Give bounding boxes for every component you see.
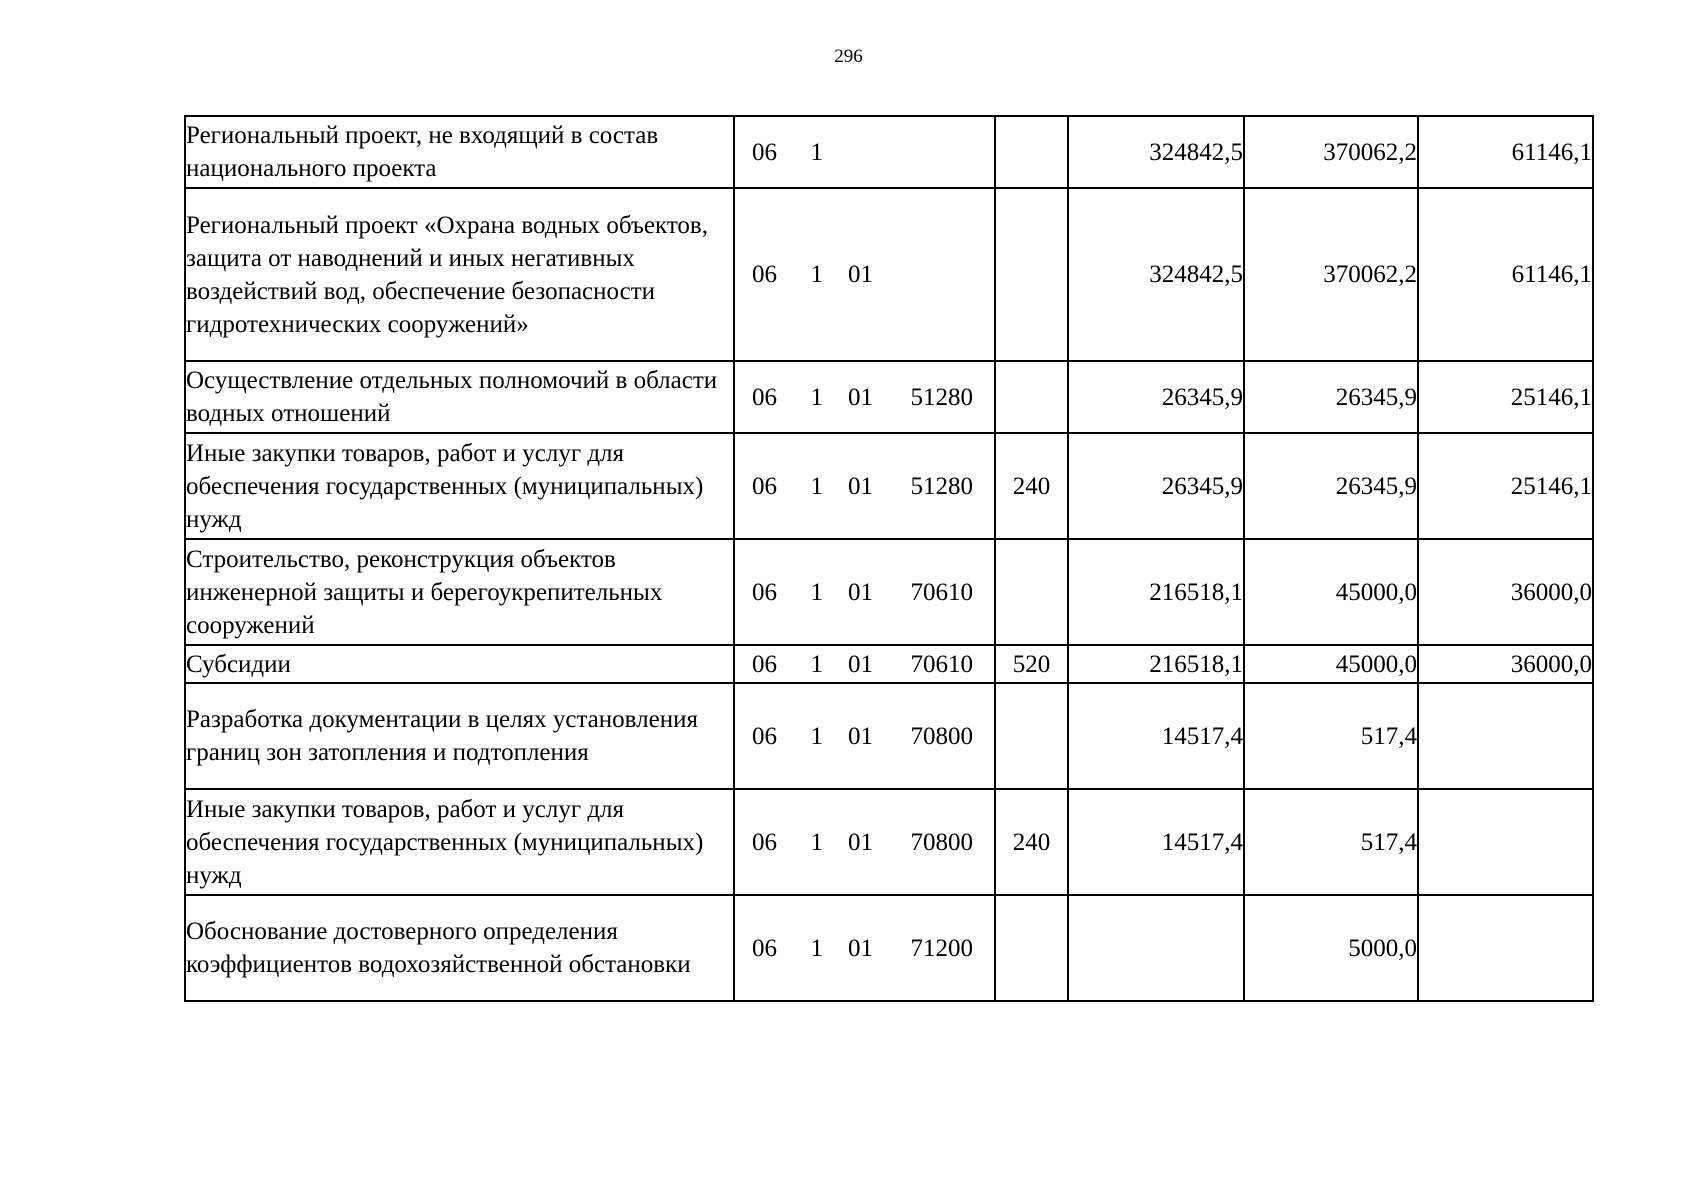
row-name: Строительство, реконструкция объектов инженерной защиты и берегоукрепительных сооружений — [185, 539, 734, 645]
amount-2: 370062,2 — [1244, 188, 1418, 361]
budget-table — [184, 115, 1594, 1002]
program-code — [734, 539, 995, 645]
code-part: 06 — [752, 934, 777, 962]
row-name: Осуществление отдельных полномочий в области водных отношений — [185, 361, 734, 433]
code-part: 06 — [752, 472, 777, 500]
amount-2: 517,4 — [1244, 789, 1418, 895]
code-part: 1 — [810, 722, 823, 750]
amount-3: 36000,0 — [1418, 645, 1593, 683]
table-row — [185, 895, 1593, 1001]
program-code — [734, 188, 995, 361]
row-name: Субсидии — [185, 645, 734, 683]
code-part: 06 — [752, 828, 777, 856]
amount-3 — [1418, 895, 1593, 1001]
amount-2: 45000,0 — [1244, 539, 1418, 645]
amount-1: 324842,5 — [1068, 188, 1244, 361]
table-row — [185, 539, 1593, 645]
amount-3 — [1418, 683, 1593, 789]
amount-2: 517,4 — [1244, 683, 1418, 789]
expense-type — [995, 361, 1068, 433]
code-part: 51280 — [910, 472, 973, 500]
row-name: Иные закупки товаров, работ и услуг для обеспечения государственных (муниципальных) нужд — [185, 433, 734, 539]
expense-type — [995, 116, 1068, 188]
expense-type: 520 — [995, 645, 1068, 683]
expense-type — [995, 539, 1068, 645]
row-name: Региональный проект, не входящий в состав национального проекта — [185, 116, 734, 188]
code-part: 06 — [752, 261, 777, 288]
program-code — [734, 116, 995, 188]
amount-1: 324842,5 — [1068, 116, 1244, 188]
table-row — [185, 188, 1593, 361]
program-code — [734, 361, 995, 433]
amount-1: 26345,9 — [1068, 433, 1244, 539]
code-part: 06 — [752, 138, 777, 166]
code-part: 1 — [810, 261, 823, 288]
page-number: 296 — [834, 46, 863, 67]
expense-type: 240 — [995, 789, 1068, 895]
code-part: 01 — [848, 650, 873, 678]
code-part: 70610 — [910, 650, 973, 678]
expense-type — [995, 683, 1068, 789]
amount-1: 26345,9 — [1068, 361, 1244, 433]
program-code — [734, 433, 995, 539]
amount-1: 216518,1 — [1068, 539, 1244, 645]
code-part: 01 — [848, 934, 873, 962]
amount-3: 25146,1 — [1418, 433, 1593, 539]
code-part: 1 — [810, 472, 823, 500]
code-part: 1 — [810, 828, 823, 856]
amount-3: 61146,1 — [1418, 188, 1593, 361]
code-part: 01 — [848, 472, 873, 500]
table-row — [185, 433, 1593, 539]
amount-3: 36000,0 — [1418, 539, 1593, 645]
amount-3: 61146,1 — [1418, 116, 1593, 188]
code-part: 01 — [848, 722, 873, 750]
code-part: 1 — [810, 383, 823, 411]
amount-1: 216518,1 — [1068, 645, 1244, 683]
row-name: Обоснование достоверного определения коэффициентов водохозяйственной обстановки — [185, 895, 734, 1001]
amount-2: 370062,2 — [1244, 116, 1418, 188]
code-part: 06 — [752, 650, 777, 678]
code-part: 70800 — [910, 722, 973, 750]
program-code — [734, 683, 995, 789]
code-part: 1 — [810, 138, 823, 166]
code-part: 01 — [848, 261, 873, 288]
program-code — [734, 895, 995, 1001]
expense-type: 240 — [995, 433, 1068, 539]
amount-1: 14517,4 — [1068, 789, 1244, 895]
table-row — [185, 116, 1593, 188]
amount-2: 45000,0 — [1244, 645, 1418, 683]
code-part: 1 — [810, 934, 823, 962]
code-part: 06 — [752, 722, 777, 750]
expense-type — [995, 895, 1068, 1001]
expense-type — [995, 188, 1068, 361]
program-code — [734, 789, 995, 895]
amount-2: 26345,9 — [1244, 361, 1418, 433]
code-part: 01 — [848, 578, 873, 606]
table-row — [185, 645, 1593, 683]
amount-3: 25146,1 — [1418, 361, 1593, 433]
amount-2: 5000,0 — [1244, 895, 1418, 1001]
code-part: 1 — [810, 578, 823, 606]
table-row — [185, 361, 1593, 433]
code-part: 01 — [848, 383, 873, 411]
table-row — [185, 683, 1593, 789]
code-part: 70800 — [910, 828, 973, 856]
row-name: Разработка документации в целях установления границ зон затопления и подтопления — [185, 683, 734, 789]
code-part: 01 — [848, 828, 873, 856]
program-code — [734, 645, 995, 683]
code-part: 71200 — [910, 934, 973, 962]
code-part: 1 — [810, 650, 823, 678]
row-name: Иные закупки товаров, работ и услуг для обеспечения государственных (муниципальных) нужд — [185, 789, 734, 895]
amount-3 — [1418, 789, 1593, 895]
table-row — [185, 789, 1593, 895]
row-name: Региональный проект «Охрана водных объектов, защита от наводнений и иных негативных воздействий вод, обеспечение безопасности гидротехнических сооружений» — [185, 188, 734, 361]
code-part: 51280 — [910, 383, 973, 411]
code-part: 06 — [752, 383, 777, 411]
code-part: 70610 — [910, 578, 973, 606]
amount-2: 26345,9 — [1244, 433, 1418, 539]
amount-1 — [1068, 895, 1244, 1001]
code-part: 06 — [752, 578, 777, 606]
amount-1: 14517,4 — [1068, 683, 1244, 789]
